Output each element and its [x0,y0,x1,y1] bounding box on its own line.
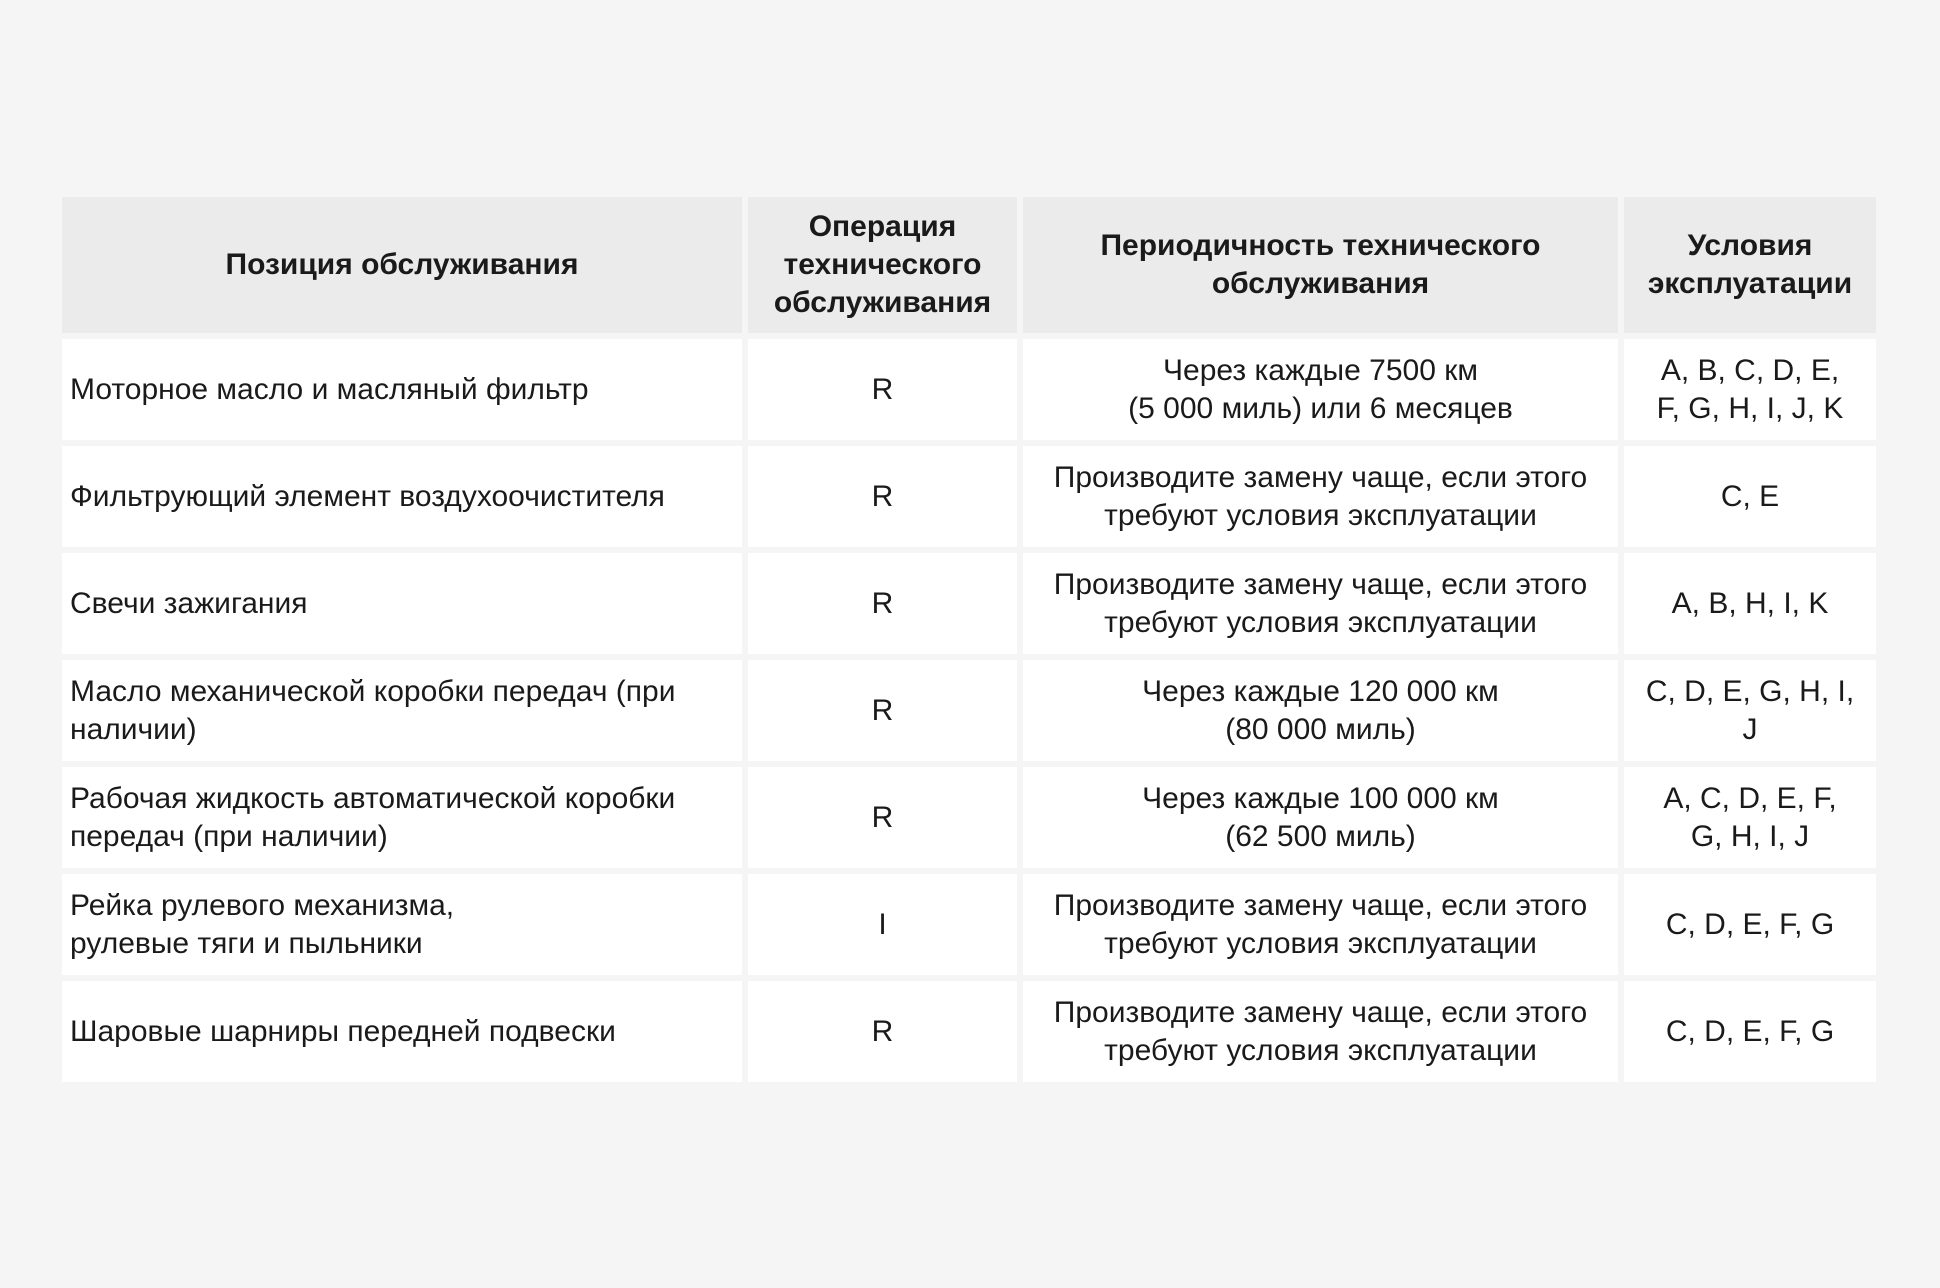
header-text-line: Условия [1687,229,1813,262]
cell-text-line: (80 000 миль) [1225,712,1416,746]
maintenance-table-container [62,197,1876,1088]
cell-text-line: Производите замену чаще, если этого [1053,995,1588,1029]
cell-text-line: требуют условия эксплуатации [1104,605,1537,639]
cell-text-line: C, D, E, F, G [1665,1014,1835,1048]
cell-conditions [1624,981,1876,1088]
cell-text-line: Через каждые 7500 км [1163,353,1478,387]
cell-text-line: Фильтрующий элемент воздухоочистителя [70,479,665,513]
header-text-line: Операция [808,210,957,243]
header-maintenance-operation [748,197,1023,339]
cell-text-line: C, D, E, F, G [1665,907,1835,941]
cell-interval [1023,767,1624,874]
table-row [62,767,1876,874]
cell-conditions [1624,874,1876,981]
cell-text-line: A, C, D, E, F, [1663,781,1837,815]
cell-operation [748,981,1023,1088]
cell-text-line: Шаровые шарниры передней подвески [70,1014,616,1048]
cell-text-line: F, G, H, I, J, K [1656,391,1844,425]
cell-operation [748,553,1023,660]
cell-text-line: рулевые тяги и пыльники [70,926,423,960]
cell-conditions [1624,446,1876,553]
table-row [62,339,1876,446]
table-header [62,197,1876,339]
cell-interval [1023,981,1624,1088]
cell-text-line: Рабочая жидкость автоматической коробки [70,781,676,815]
cell-text-line: A, B, H, I, K [1671,586,1829,620]
cell-text-line: R [871,800,894,834]
header-text-line: эксплуатации [1647,267,1853,300]
cell-maintenance-item [62,446,748,553]
table-row [62,553,1876,660]
cell-conditions [1624,767,1876,874]
cell-text-line: R [871,586,894,620]
cell-operation [748,339,1023,446]
header-text-line: Периодичность технического [1100,229,1541,262]
cell-text-line: Через каждые 100 000 км [1142,781,1499,815]
cell-text-line: A, B, C, D, E, [1660,353,1840,387]
cell-interval [1023,660,1624,767]
cell-maintenance-item [62,874,748,981]
header-row [62,197,1876,339]
cell-maintenance-item [62,339,748,446]
table-row [62,981,1876,1088]
cell-text-line: требуют условия эксплуатации [1104,926,1537,960]
cell-operation [748,767,1023,874]
header-text-line: технического [783,248,982,281]
cell-text-line: R [871,372,894,406]
cell-conditions [1624,553,1876,660]
header-maintenance-item [62,197,748,339]
cell-maintenance-item [62,767,748,874]
header-text-line: обслуживания [1211,267,1430,300]
cell-text-line: Свечи зажигания [70,586,308,620]
cell-operation [748,446,1023,553]
cell-text-line: Производите замену чаще, если этого [1053,567,1588,601]
cell-text-line: G, H, I, J [1690,819,1810,853]
header-text-line: обслуживания [773,286,992,319]
cell-text-line: Через каждые 120 000 км [1142,674,1499,708]
cell-interval [1023,446,1624,553]
cell-text-line: C, E [1720,479,1780,513]
cell-operation [748,660,1023,767]
cell-text-line: R [871,1014,894,1048]
cell-interval [1023,339,1624,446]
cell-maintenance-item [62,981,748,1088]
cell-text-line: J [1742,712,1758,746]
cell-text-line: требуют условия эксплуатации [1104,1033,1537,1067]
cell-text-line: R [871,479,894,513]
cell-interval [1023,874,1624,981]
cell-text-line: Производите замену чаще, если этого [1053,888,1588,922]
cell-text-line: R [871,693,894,727]
table-body [62,339,1876,1088]
header-text-line: Позиция обслуживания [225,248,579,281]
table-row [62,874,1876,981]
cell-text-line: Масло механической коробки передач (при [70,674,676,708]
cell-operation [748,874,1023,981]
cell-maintenance-item [62,553,748,660]
cell-conditions [1624,660,1876,767]
cell-text-line: Производите замену чаще, если этого [1053,460,1588,494]
maintenance-table [62,197,1876,1088]
cell-text-line: Моторное масло и масляный фильтр [70,372,589,406]
table-row [62,446,1876,553]
cell-text-line: (62 500 миль) [1225,819,1416,853]
cell-interval [1023,553,1624,660]
cell-text-line: наличии) [70,712,197,746]
header-operating-conditions [1624,197,1876,339]
table-row [62,660,1876,767]
cell-maintenance-item [62,660,748,767]
cell-text-line: требуют условия эксплуатации [1104,498,1537,532]
cell-text-line: передач (при наличии) [70,819,388,853]
cell-text-line: Рейка рулевого механизма, [70,888,455,922]
header-maintenance-interval [1023,197,1624,339]
cell-text-line: (5 000 миль) или 6 месяцев [1128,391,1513,425]
cell-conditions [1624,339,1876,446]
cell-text-line: I [878,907,887,941]
cell-text-line: C, D, E, G, H, I, [1645,674,1855,708]
